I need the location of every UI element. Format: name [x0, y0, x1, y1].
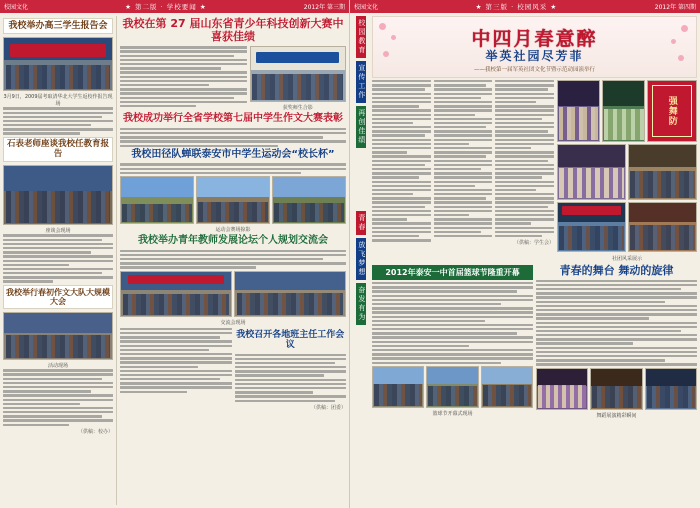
sidebar-label-1: 校园教育 [356, 16, 366, 58]
masthead-title-line2: 举英社园尽芳菲 [485, 49, 584, 63]
body-basketball-festival [372, 282, 533, 364]
photo-dance-2 [590, 368, 642, 410]
right-text-col-2 [434, 80, 493, 262]
body-science-contest [120, 46, 247, 107]
headline-senior3-report: 我校举办高三学生报告会 [3, 18, 113, 34]
photo-sports-1 [120, 176, 194, 224]
headline-track-team: 我校田径队蝉联泰安市中学生运动会“校长杯” [131, 148, 335, 160]
left-runhead-right: 2012年 第三期 [303, 4, 345, 11]
science-contest-photo-wrap [250, 46, 346, 111]
caption-science-contest: 获奖师生合影 [282, 105, 313, 112]
caption-sports-strip: 运动会赛场掠影 [215, 227, 251, 234]
photo-strip-forum [120, 271, 346, 317]
photo-sports-3 [272, 176, 346, 224]
photo-performance-4 [628, 144, 697, 200]
photo-strip-basketball [372, 366, 533, 408]
sidebar-label-4: 青春 [356, 211, 366, 235]
headline-class-teacher-meeting: 我校召开各地班主任工作会议 [236, 329, 345, 351]
masthead-subtitle: ——我校第一届军英社团文化节暨示范动园演举行 [473, 67, 595, 73]
body-essay-award [120, 128, 346, 147]
left-columns [0, 13, 349, 508]
right-page [350, 0, 700, 508]
right-sidebar-rail [353, 16, 369, 505]
left-lower-text-a [120, 328, 232, 411]
right-body [350, 13, 700, 508]
photo-report-meeting [3, 37, 113, 91]
photo-forum-1 [120, 271, 232, 317]
photo-teacher-forum [3, 165, 113, 225]
photo-dance-1 [536, 368, 588, 410]
headline-essay-award: 我校成功举行全省学校第七届中学生作文大赛表彰 [123, 113, 343, 125]
right-running-head [350, 0, 700, 13]
feature-basketball [372, 265, 533, 419]
right-bottom [372, 265, 697, 419]
headline-essay-contest: 我校举行春初作文大队大规模大会 [3, 285, 113, 309]
caption-dance: 舞蹈展演精彩瞬间 [596, 412, 637, 419]
headline-teacher-forum: 石表老师座谈我校任教育报告 [3, 137, 113, 163]
right-photo-mosaic [557, 80, 697, 262]
headline-science-contest: 我校在第 27 届山东省青少年科技创新大赛中喜获佳绩 [122, 17, 344, 43]
photo-strip-dance [536, 368, 697, 410]
right-upper [372, 80, 697, 262]
left-column-1 [3, 16, 113, 505]
signature-col2: （供稿：团委） [310, 404, 346, 411]
left-running-head [0, 0, 349, 13]
left-lower-text-b [235, 328, 347, 411]
right-runhead-left: 校园文化 [354, 4, 379, 11]
signature-col1: （供稿：校办） [77, 428, 113, 435]
sidebar-label-3: 再创佳绩 [356, 106, 366, 148]
caption-essay-contest: 活动现场 [47, 363, 68, 370]
photo-essay-contest [3, 312, 113, 360]
masthead-banner [372, 16, 697, 78]
caption-basketball: 篮球节开幕式现场 [432, 410, 473, 417]
photo-performance-1 [557, 80, 600, 142]
right-runhead-center: ★ 第三版 · 校园风采 ★ [475, 3, 558, 11]
photo-sports-2 [196, 176, 270, 224]
masthead-title-line1: 中四月春意醉 [471, 28, 598, 50]
body-track-team [120, 163, 346, 174]
caption-teacher-forum: 座谈会现场 [45, 228, 71, 235]
body-young-teachers [120, 250, 346, 269]
body-teacher-forum [3, 234, 113, 282]
photo-basketball-3 [481, 366, 533, 408]
headline-young-teachers: 我校举办青年教师发展论坛个人规划交流会 [138, 235, 328, 247]
body-senior3-report [3, 107, 113, 135]
photo-performance-3 [557, 144, 626, 200]
photo-basketball-1 [372, 366, 424, 408]
column-divider [116, 16, 117, 505]
photo-forum-2 [234, 271, 346, 317]
left-runhead-center: ★ 第二版 · 学校要闻 ★ [125, 3, 207, 11]
right-text-col-1 [372, 80, 431, 262]
right-upper-text [372, 80, 554, 262]
photo-strip-sports [120, 176, 346, 224]
left-column-2 [120, 16, 346, 505]
photo-performance-6 [628, 202, 697, 252]
caption-report-meeting: 3月9日，2009届考取清华北大学生返校作报告现场 [3, 94, 113, 108]
photo-basketball-2 [426, 366, 478, 408]
right-text-col-3 [495, 80, 554, 262]
headline-basketball-festival: 2012年泰安一中首届篮球节隆重开幕 [372, 265, 533, 280]
right-main [372, 16, 697, 505]
body-essay-contest [3, 369, 113, 426]
science-contest-text-wrap [120, 46, 247, 111]
photo-performance-2 [602, 80, 645, 142]
sidebar-label-5: 放飞梦想 [356, 238, 366, 280]
photo-performance-5 [557, 202, 626, 252]
body-dance-stage [536, 280, 697, 366]
sidebar-label-2: 宣传工作 [356, 61, 366, 103]
caption-forum-strip: 交流会现场 [220, 319, 246, 326]
caption-mosaic: 社团风采展示 [611, 256, 642, 262]
right-runhead-right: 2012年 第四期 [654, 4, 696, 11]
left-runhead-left: 校园文化 [4, 4, 29, 11]
photo-science-contest [250, 46, 346, 102]
feature-dance [536, 265, 697, 419]
photo-banner-slogan [647, 80, 697, 142]
banner-slogan-text: 强舞防 [652, 85, 692, 137]
headline-dance-stage: 青春的舞台 舞动的旋律 [559, 264, 674, 277]
sidebar-label-6: 奋发有为 [356, 283, 366, 325]
signature-right-col: （供稿：学生会） [514, 240, 555, 247]
photo-dance-3 [645, 368, 697, 410]
